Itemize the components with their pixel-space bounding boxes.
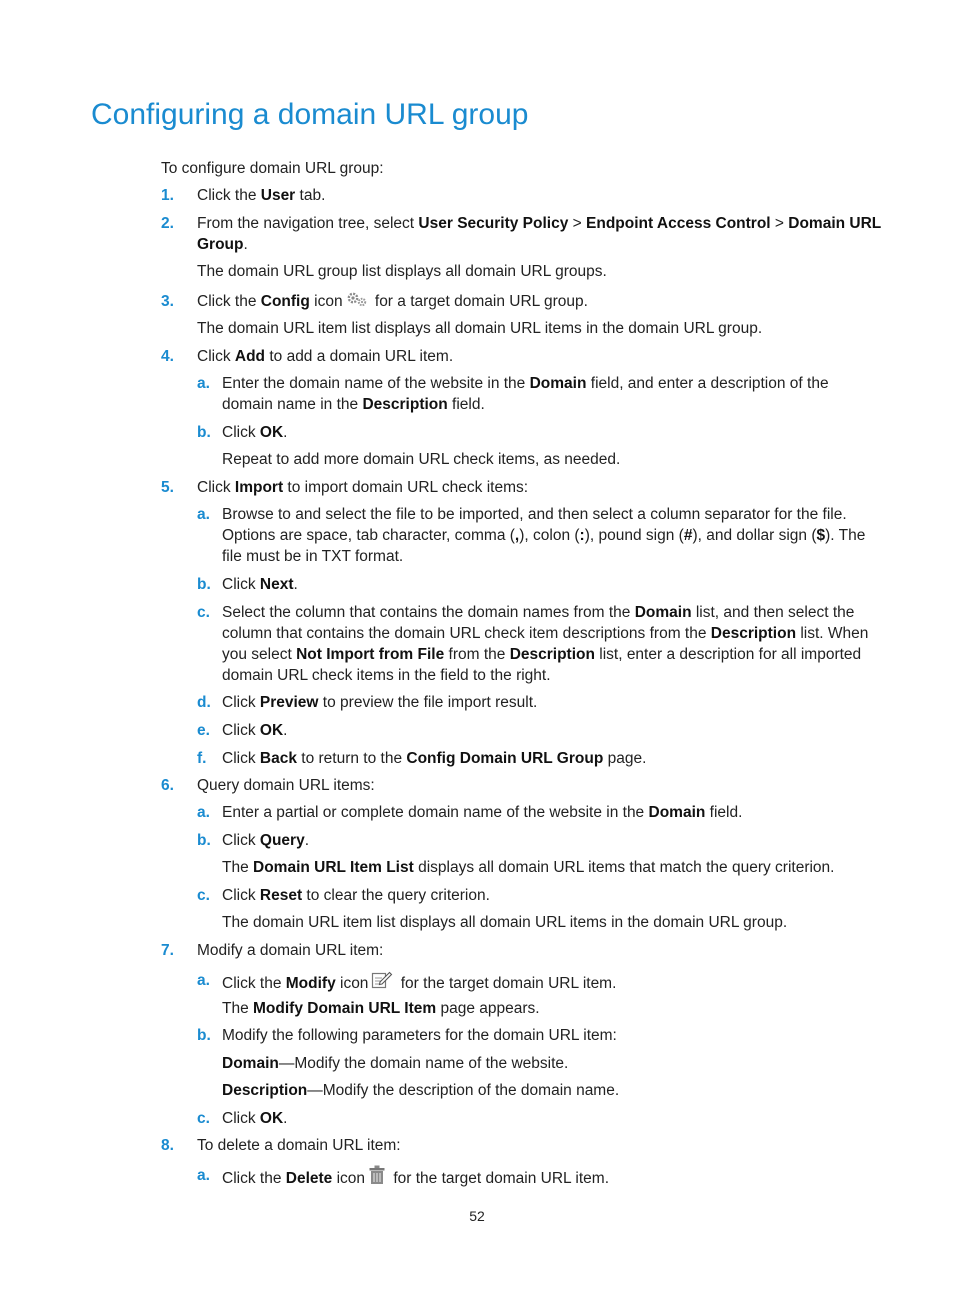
step-3-text: Click the Config icon for a target domain URL group. — [197, 291, 588, 314]
step-5c-text-2: column that contains the domain URL check item descriptions from the Description list. When — [222, 625, 869, 642]
trash-icon — [368, 1165, 386, 1191]
step-7c-letter: c. — [197, 1110, 210, 1127]
edit-icon — [371, 970, 393, 996]
step-6b-note: The Domain URL Item List displays all domain URL items that match the query criterion. — [222, 859, 835, 876]
step-5b-text: Click Next. — [222, 576, 298, 593]
step-2-note: The domain URL group list displays all domain URL groups. — [197, 263, 607, 280]
step-5c-text-3: you select Not Import from File from the Description list, enter a description for all imported — [222, 646, 862, 663]
step-5e-letter: e. — [197, 722, 210, 739]
step-8a-letter: a. — [197, 1167, 210, 1184]
step-5f-text: Click Back to return to the Config Domain URL Group page. — [222, 750, 647, 767]
step-5d-letter: d. — [197, 694, 211, 711]
step-8-text: To delete a domain URL item: — [197, 1137, 401, 1154]
step-5c-text: Select the column that contains the domain names from the Domain list, and then select the — [222, 604, 855, 621]
step-5a-letter: a. — [197, 506, 210, 523]
step-8-number: 8. — [161, 1137, 174, 1154]
step-6c-note: The domain URL item list displays all domain URL items in the domain URL group. — [222, 914, 788, 931]
step-5c-letter: c. — [197, 604, 210, 621]
step-2-number: 2. — [161, 215, 174, 232]
intro-text: To configure domain URL group: — [161, 160, 384, 177]
step-6a-text: Enter a partial or complete domain name of the website in the Domain field. — [222, 804, 743, 821]
step-4a-text: Enter the domain name of the website in the Domain field, and enter a description of the — [222, 375, 829, 392]
step-3-number: 3. — [161, 293, 174, 310]
param-description: Description—Modify the description of the domain name. — [222, 1082, 620, 1099]
step-5-number: 5. — [161, 479, 174, 496]
step-4b-text: Click OK. — [222, 424, 288, 441]
step-5a-text: Browse to and select the file to be imported, and then select a column separator for the file. — [222, 506, 847, 523]
step-4a-text-cont: domain name in the Description field. — [222, 396, 485, 413]
step-6c-text: Click Reset to clear the query criterion. — [222, 887, 490, 904]
step-5b-letter: b. — [197, 576, 211, 593]
step-4b-note: Repeat to add more domain URL check items, as needed. — [222, 451, 621, 468]
step-8a-text: Click the Delete icon for the target domain URL item. — [222, 1165, 609, 1191]
step-7-number: 7. — [161, 942, 174, 959]
step-6-number: 6. — [161, 777, 174, 794]
step-7a-text: Click the Modify icon for the target domain URL item. — [222, 970, 616, 996]
step-6c-letter: c. — [197, 887, 210, 904]
step-7b-letter: b. — [197, 1027, 211, 1044]
page-number: 52 — [469, 1208, 485, 1224]
step-1-number: 1. — [161, 187, 174, 204]
step-3-note: The domain URL item list displays all domain URL items in the domain URL group. — [197, 320, 763, 337]
step-4b-letter: b. — [197, 424, 211, 441]
step-5a-text-end: file must be in TXT format. — [222, 548, 404, 565]
step-4a-letter: a. — [197, 375, 210, 392]
step-7b-text: Modify the following parameters for the domain URL item: — [222, 1027, 617, 1044]
step-6b-letter: b. — [197, 832, 211, 849]
step-7-text: Modify a domain URL item: — [197, 942, 384, 959]
step-5-text: Click Import to import domain URL check items: — [197, 479, 529, 496]
step-2-text: From the navigation tree, select User Security Policy > Endpoint Access Control > Domain URL — [197, 215, 882, 232]
step-6a-letter: a. — [197, 804, 210, 821]
step-5a-text-cont: Options are space, tab character, comma (,), colon (:), pound sign (#), and dollar sign ($). The — [222, 527, 866, 544]
step-2-text-cont: Group. — [197, 236, 248, 253]
gear-icon — [346, 292, 368, 314]
step-5c-text-4: domain URL check items in the field to the right. — [222, 667, 551, 684]
step-5f-letter: f. — [197, 750, 207, 767]
step-6-text: Query domain URL items: — [197, 777, 375, 794]
page-title: Configuring a domain URL group — [91, 98, 529, 131]
step-7a-letter: a. — [197, 972, 210, 989]
step-4-number: 4. — [161, 348, 174, 365]
step-5e-text: Click OK. — [222, 722, 288, 739]
step-6b-text: Click Query. — [222, 832, 310, 849]
step-4-text: Click Add to add a domain URL item. — [197, 348, 454, 365]
step-1-text: Click the User tab. — [197, 187, 326, 204]
step-7a-note: The Modify Domain URL Item page appears. — [222, 1000, 540, 1017]
step-5d-text: Click Preview to preview the file import result. — [222, 694, 538, 711]
param-domain: Domain—Modify the domain name of the website. — [222, 1055, 569, 1072]
step-7c-text: Click OK. — [222, 1110, 288, 1127]
